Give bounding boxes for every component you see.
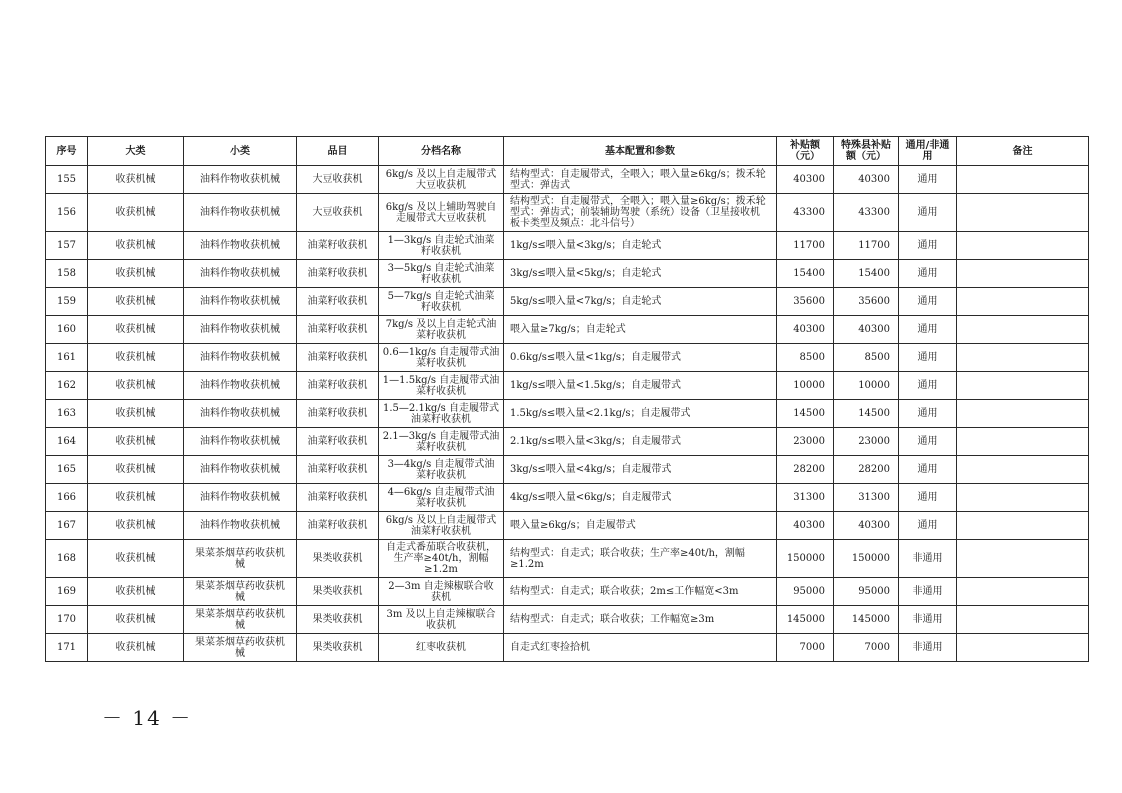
cell-item: 果类收获机 [297, 606, 379, 634]
cell-seq: 168 [46, 540, 88, 578]
cell-config: 3kg/s≤喂入量<4kg/s；自走履带式 [504, 456, 777, 484]
cell-config: 结构型式：自走履带式，全喂入；喂入量≥6kg/s；拨禾轮 型式：弹齿式；前装辅助驾驶（系统）设备（卫星接收机 板卡类型及频点：北斗信号） [504, 194, 777, 232]
cell-general: 通用 [899, 288, 957, 316]
cell-tier: 3—5kg/s 自走轮式油菜 籽收获机 [379, 260, 504, 288]
cell-config: 0.6kg/s≤喂入量<1kg/s；自走履带式 [504, 344, 777, 372]
cell-seq: 166 [46, 484, 88, 512]
header-general: 通用/非通 用 [899, 137, 957, 166]
cell-seq: 169 [46, 578, 88, 606]
cell-tier: 6kg/s 及以上自走履带式 油菜籽收获机 [379, 512, 504, 540]
cell-special-subsidy: 15400 [834, 260, 899, 288]
cell-remark [957, 634, 1089, 662]
cell-special-subsidy: 40300 [834, 166, 899, 194]
cell-minor: 油料作物收获机械 [184, 344, 297, 372]
cell-major: 收获机械 [88, 634, 184, 662]
cell-special-subsidy: 40300 [834, 316, 899, 344]
cell-config: 喂入量≥6kg/s；自走履带式 [504, 512, 777, 540]
cell-item: 果类收获机 [297, 540, 379, 578]
cell-minor: 果菜茶烟草药收获机 械 [184, 606, 297, 634]
cell-general: 通用 [899, 260, 957, 288]
header-special-subsidy: 特殊县补贴 额（元） [834, 137, 899, 166]
header-subsidy: 补贴额 （元） [777, 137, 834, 166]
cell-item: 油菜籽收获机 [297, 512, 379, 540]
cell-item: 大豆收获机 [297, 166, 379, 194]
cell-tier: 2—3m 自走辣椒联合收 获机 [379, 578, 504, 606]
cell-item: 大豆收获机 [297, 194, 379, 232]
cell-minor: 油料作物收获机械 [184, 316, 297, 344]
cell-seq: 171 [46, 634, 88, 662]
table-row [46, 166, 1089, 194]
table-row [46, 428, 1089, 456]
cell-major: 收获机械 [88, 606, 184, 634]
cell-special-subsidy: 95000 [834, 578, 899, 606]
cell-major: 收获机械 [88, 260, 184, 288]
cell-seq: 159 [46, 288, 88, 316]
cell-special-subsidy: 40300 [834, 512, 899, 540]
cell-special-subsidy: 8500 [834, 344, 899, 372]
cell-remark [957, 288, 1089, 316]
cell-seq: 158 [46, 260, 88, 288]
cell-major: 收获机械 [88, 288, 184, 316]
cell-remark [957, 166, 1089, 194]
header-minor: 小类 [184, 137, 297, 166]
cell-major: 收获机械 [88, 232, 184, 260]
table-row [46, 344, 1089, 372]
cell-special-subsidy: 14500 [834, 400, 899, 428]
cell-item: 油菜籽收获机 [297, 288, 379, 316]
cell-item: 油菜籽收获机 [297, 316, 379, 344]
cell-major: 收获机械 [88, 484, 184, 512]
table-row [46, 484, 1089, 512]
cell-subsidy: 40300 [777, 316, 834, 344]
cell-minor: 油料作物收获机械 [184, 194, 297, 232]
cell-special-subsidy: 28200 [834, 456, 899, 484]
table-row [46, 194, 1089, 232]
cell-major: 收获机械 [88, 540, 184, 578]
table-row [46, 288, 1089, 316]
cell-remark [957, 456, 1089, 484]
cell-general: 非通用 [899, 578, 957, 606]
page-number: － 14 － [102, 706, 193, 730]
cell-special-subsidy: 11700 [834, 232, 899, 260]
cell-tier: 红枣收获机 [379, 634, 504, 662]
cell-config: 1.5kg/s≤喂入量<2.1kg/s；自走履带式 [504, 400, 777, 428]
cell-general: 通用 [899, 484, 957, 512]
cell-general: 通用 [899, 400, 957, 428]
cell-remark [957, 232, 1089, 260]
cell-general: 通用 [899, 316, 957, 344]
cell-minor: 果菜茶烟草药收获机 械 [184, 578, 297, 606]
cell-config: 4kg/s≤喂入量<6kg/s；自走履带式 [504, 484, 777, 512]
cell-major: 收获机械 [88, 166, 184, 194]
table-row [46, 232, 1089, 260]
cell-subsidy: 10000 [777, 372, 834, 400]
cell-seq: 155 [46, 166, 88, 194]
cell-general: 非通用 [899, 540, 957, 578]
cell-tier: 1—1.5kg/s 自走履带式油 菜籽收获机 [379, 372, 504, 400]
cell-subsidy: 14500 [777, 400, 834, 428]
cell-config: 结构型式：自走式；联合收获；工作幅宽≥3m [504, 606, 777, 634]
cell-item: 油菜籽收获机 [297, 456, 379, 484]
cell-minor: 果菜茶烟草药收获机 械 [184, 540, 297, 578]
table-row [46, 260, 1089, 288]
table-row [46, 634, 1089, 662]
cell-general: 通用 [899, 232, 957, 260]
cell-subsidy: 150000 [777, 540, 834, 578]
cell-general: 通用 [899, 456, 957, 484]
cell-subsidy: 145000 [777, 606, 834, 634]
cell-subsidy: 35600 [777, 288, 834, 316]
cell-config: 结构型式：自走式；联合收获；生产率≥40t/h，割幅≥1.2m [504, 540, 777, 578]
cell-subsidy: 31300 [777, 484, 834, 512]
cell-remark [957, 512, 1089, 540]
cell-special-subsidy: 31300 [834, 484, 899, 512]
cell-tier: 自走式番茄联合收获机， 生产率≥40t/h，割幅 ≥1.2m [379, 540, 504, 578]
cell-subsidy: 40300 [777, 166, 834, 194]
cell-subsidy: 8500 [777, 344, 834, 372]
header-seq: 序号 [46, 137, 88, 166]
cell-remark [957, 194, 1089, 232]
cell-tier: 1—3kg/s 自走轮式油菜 籽收获机 [379, 232, 504, 260]
cell-major: 收获机械 [88, 344, 184, 372]
cell-subsidy: 11700 [777, 232, 834, 260]
cell-tier: 6kg/s 及以上辅助驾驶自 走履带式大豆收获机 [379, 194, 504, 232]
cell-config: 5kg/s≤喂入量<7kg/s；自走轮式 [504, 288, 777, 316]
cell-minor: 油料作物收获机械 [184, 166, 297, 194]
table-row [46, 456, 1089, 484]
header-remark: 备注 [957, 137, 1089, 166]
cell-minor: 油料作物收获机械 [184, 288, 297, 316]
cell-remark [957, 372, 1089, 400]
cell-seq: 164 [46, 428, 88, 456]
cell-remark [957, 606, 1089, 634]
cell-seq: 160 [46, 316, 88, 344]
cell-tier: 1.5—2.1kg/s 自走履带式 油菜籽收获机 [379, 400, 504, 428]
cell-general: 非通用 [899, 634, 957, 662]
cell-remark [957, 428, 1089, 456]
cell-remark [957, 344, 1089, 372]
cell-remark [957, 316, 1089, 344]
cell-config: 3kg/s≤喂入量<5kg/s；自走轮式 [504, 260, 777, 288]
cell-item: 油菜籽收获机 [297, 428, 379, 456]
cell-major: 收获机械 [88, 316, 184, 344]
cell-item: 果类收获机 [297, 634, 379, 662]
table-row [46, 540, 1089, 578]
header-major: 大类 [88, 137, 184, 166]
cell-special-subsidy: 35600 [834, 288, 899, 316]
cell-major: 收获机械 [88, 456, 184, 484]
cell-seq: 161 [46, 344, 88, 372]
cell-remark [957, 484, 1089, 512]
cell-minor: 油料作物收获机械 [184, 400, 297, 428]
cell-seq: 170 [46, 606, 88, 634]
table-row [46, 316, 1089, 344]
cell-subsidy: 40300 [777, 512, 834, 540]
cell-general: 通用 [899, 372, 957, 400]
cell-config: 自走式红枣捡拾机 [504, 634, 777, 662]
header-config: 基本配置和参数 [504, 137, 777, 166]
cell-item: 油菜籽收获机 [297, 400, 379, 428]
cell-seq: 167 [46, 512, 88, 540]
cell-minor: 油料作物收获机械 [184, 260, 297, 288]
cell-subsidy: 23000 [777, 428, 834, 456]
cell-seq: 157 [46, 232, 88, 260]
table-row [46, 512, 1089, 540]
cell-general: 通用 [899, 344, 957, 372]
cell-general: 通用 [899, 166, 957, 194]
cell-major: 收获机械 [88, 194, 184, 232]
cell-remark [957, 260, 1089, 288]
cell-seq: 163 [46, 400, 88, 428]
cell-seq: 156 [46, 194, 88, 232]
cell-item: 油菜籽收获机 [297, 344, 379, 372]
cell-major: 收获机械 [88, 512, 184, 540]
cell-general: 通用 [899, 512, 957, 540]
cell-config: 结构型式：自走履带式，全喂入；喂入量≥6kg/s；拨禾轮 型式：弹齿式 [504, 166, 777, 194]
cell-config: 结构型式：自走式；联合收获；2m≤工作幅宽<3m [504, 578, 777, 606]
cell-tier: 0.6—1kg/s 自走履带式油 菜籽收获机 [379, 344, 504, 372]
cell-general: 通用 [899, 194, 957, 232]
cell-item: 油菜籽收获机 [297, 484, 379, 512]
table-row [46, 372, 1089, 400]
cell-seq: 162 [46, 372, 88, 400]
table-body [46, 166, 1089, 662]
cell-tier: 5—7kg/s 自走轮式油菜 籽收获机 [379, 288, 504, 316]
cell-special-subsidy: 10000 [834, 372, 899, 400]
cell-config: 1kg/s≤喂入量<3kg/s；自走轮式 [504, 232, 777, 260]
table-header-row [46, 137, 1089, 166]
cell-major: 收获机械 [88, 578, 184, 606]
cell-minor: 油料作物收获机械 [184, 484, 297, 512]
table-row [46, 400, 1089, 428]
cell-major: 收获机械 [88, 372, 184, 400]
header-tier: 分档名称 [379, 137, 504, 166]
cell-subsidy: 43300 [777, 194, 834, 232]
cell-major: 收获机械 [88, 428, 184, 456]
cell-subsidy: 15400 [777, 260, 834, 288]
table-row [46, 578, 1089, 606]
cell-minor: 油料作物收获机械 [184, 512, 297, 540]
cell-tier: 4—6kg/s 自走履带式油 菜籽收获机 [379, 484, 504, 512]
cell-general: 非通用 [899, 606, 957, 634]
cell-config: 喂入量≥7kg/s；自走轮式 [504, 316, 777, 344]
cell-item: 油菜籽收获机 [297, 232, 379, 260]
cell-remark [957, 540, 1089, 578]
cell-special-subsidy: 23000 [834, 428, 899, 456]
cell-special-subsidy: 150000 [834, 540, 899, 578]
cell-config: 2.1kg/s≤喂入量<3kg/s；自走履带式 [504, 428, 777, 456]
cell-remark [957, 400, 1089, 428]
cell-item: 油菜籽收获机 [297, 372, 379, 400]
cell-subsidy: 28200 [777, 456, 834, 484]
cell-tier: 7kg/s 及以上自走轮式油 菜籽收获机 [379, 316, 504, 344]
cell-tier: 3m 及以上自走辣椒联合 收获机 [379, 606, 504, 634]
cell-special-subsidy: 43300 [834, 194, 899, 232]
cell-minor: 油料作物收获机械 [184, 372, 297, 400]
cell-minor: 油料作物收获机械 [184, 232, 297, 260]
cell-special-subsidy: 145000 [834, 606, 899, 634]
table-row [46, 606, 1089, 634]
cell-subsidy: 95000 [777, 578, 834, 606]
cell-major: 收获机械 [88, 400, 184, 428]
cell-config: 1kg/s≤喂入量<1.5kg/s；自走履带式 [504, 372, 777, 400]
cell-general: 通用 [899, 428, 957, 456]
cell-minor: 果菜茶烟草药收获机 械 [184, 634, 297, 662]
cell-minor: 油料作物收获机械 [184, 456, 297, 484]
cell-tier: 3—4kg/s 自走履带式油 菜籽收获机 [379, 456, 504, 484]
cell-tier: 2.1—3kg/s 自走履带式油 菜籽收获机 [379, 428, 504, 456]
cell-minor: 油料作物收获机械 [184, 428, 297, 456]
cell-item: 油菜籽收获机 [297, 260, 379, 288]
cell-seq: 165 [46, 456, 88, 484]
cell-subsidy: 7000 [777, 634, 834, 662]
cell-tier: 6kg/s 及以上自走履带式 大豆收获机 [379, 166, 504, 194]
cell-item: 果类收获机 [297, 578, 379, 606]
cell-special-subsidy: 7000 [834, 634, 899, 662]
subsidy-table [45, 136, 1089, 662]
header-item: 品目 [297, 137, 379, 166]
cell-remark [957, 578, 1089, 606]
